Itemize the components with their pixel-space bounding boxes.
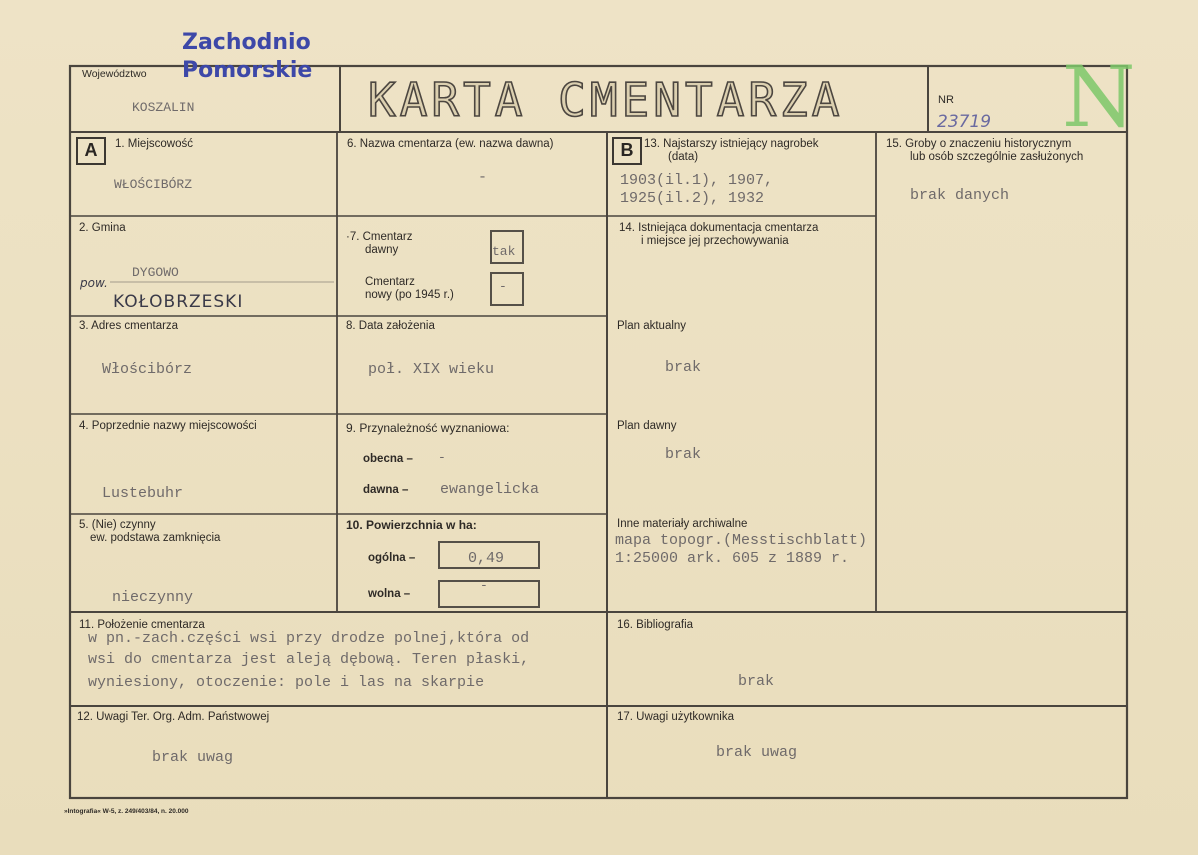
field-3-label: 3. Adres cmentarza bbox=[79, 320, 179, 332]
field-1-label: 1. Miejscowość bbox=[115, 138, 193, 150]
field-4-label: 4. Poprzednie nazwy miejscowości bbox=[79, 420, 257, 432]
field-15-sublabel: lub osób szczególnie zasłużonych bbox=[910, 151, 1084, 163]
field-13-label: 13. Najstarszy istniejący nagrobek bbox=[644, 138, 819, 150]
page-title: KARTA CMENTARZA bbox=[368, 73, 844, 127]
field-6-label: 6. Nazwa cmentarza (ew. nazwa dawna) bbox=[347, 138, 554, 150]
field-7-nowy-box bbox=[490, 272, 524, 306]
field-10-wolna-label: wolna – bbox=[368, 588, 411, 600]
field-2-label: 2. Gmina bbox=[79, 222, 126, 234]
field-7-nowy-value: - bbox=[499, 279, 507, 294]
field-11-line-1: w pn.-zach.części wsi przy drodze polnej,która od bbox=[88, 630, 530, 647]
field-4-value: Lustebuhr bbox=[102, 485, 184, 502]
field-16-value: brak bbox=[738, 673, 775, 690]
field-10-ogolna-value: 0,49 bbox=[468, 550, 505, 567]
field-11-line-2: wsi do cmentarza jest aleją dębową. Teren płaski, bbox=[88, 651, 530, 668]
field-11-line-3: wyniesiony, otoczenie: pole i las na skarpie bbox=[88, 674, 485, 691]
stamp-zachodnio: Zachodnio bbox=[182, 30, 311, 55]
stamp-pomorskie: Pomorskie bbox=[182, 58, 313, 83]
field-12-label: 12. Uwagi Ter. Org. Adm. Państwowej bbox=[77, 711, 270, 723]
nr-value: 23719 bbox=[937, 112, 992, 132]
pow-label: pow. bbox=[80, 276, 108, 290]
plan-dawny-label: Plan dawny bbox=[617, 420, 677, 432]
field-3-value: Włościbórz bbox=[102, 361, 193, 378]
nr-label: NR bbox=[938, 94, 954, 106]
plan-aktualny-value: brak bbox=[665, 359, 702, 376]
field-7-nowy-sublabel: nowy (po 1945 r.) bbox=[365, 289, 454, 301]
pow-value: KOŁOBRZESKI bbox=[113, 292, 244, 312]
field-10-ogolna-label: ogólna – bbox=[368, 552, 416, 564]
field-9-obecna-label: obecna – bbox=[363, 453, 413, 465]
field-14-label: 14. Istniejąca dokumentacja cmentarza bbox=[619, 222, 819, 234]
field-13-line-2: 1925(il.2), 1932 bbox=[620, 190, 765, 207]
green-n-mark: N bbox=[1062, 48, 1136, 146]
inne-materialy-line-1: mapa topogr.(Messtischblatt) bbox=[615, 532, 868, 549]
field-17-label: 17. Uwagi użytkownika bbox=[617, 711, 734, 723]
inne-materialy-line-2: 1:25000 ark. 605 z 1889 r. bbox=[615, 550, 850, 567]
field-8-label: 8. Data założenia bbox=[346, 320, 435, 332]
field-10-wolna-value: - bbox=[480, 578, 488, 593]
wojewodztwo-label: Województwo bbox=[82, 68, 147, 80]
field-5-label: 5. (Nie) czynny bbox=[79, 519, 156, 531]
field-2-value: DYGOWO bbox=[132, 265, 179, 280]
field-9-dawna-label: dawna – bbox=[363, 484, 409, 496]
inne-materialy-label: Inne materiały archiwalne bbox=[617, 518, 748, 530]
field-10-wolna-box bbox=[438, 580, 540, 608]
field-7-label: ·7. Cmentarz bbox=[346, 231, 413, 243]
field-15-label: 15. Groby o znaczeniu historycznym bbox=[886, 138, 1072, 150]
field-7-dawny-label: dawny bbox=[365, 244, 399, 256]
field-5-value: nieczynny bbox=[112, 589, 194, 606]
field-5-sublabel: ew. podstawa zamknięcia bbox=[90, 532, 221, 544]
field-11-label: 11. Położenie cmentarza bbox=[79, 619, 205, 631]
print-info: »Intografia« W-5, z. 249/403/84, n. 20.000 bbox=[64, 808, 189, 815]
field-9-label: 9. Przynależność wyznaniowa: bbox=[346, 421, 510, 435]
field-13-sublabel: (data) bbox=[668, 151, 699, 163]
wojewodztwo-value: KOSZALIN bbox=[132, 100, 195, 115]
field-16-label: 16. Bibliografia bbox=[617, 619, 694, 631]
field-1-value: WŁOŚCIBÓRZ bbox=[114, 177, 193, 192]
field-9-obecna-value: - bbox=[438, 450, 446, 465]
field-7-nowy-label: Cmentarz bbox=[365, 276, 415, 288]
field-15-value: brak danych bbox=[910, 187, 1010, 204]
plan-aktualny-label: Plan aktualny bbox=[617, 320, 687, 332]
plan-dawny-value: brak bbox=[665, 446, 702, 463]
section-b-marker: B bbox=[612, 137, 642, 165]
field-8-value: poł. XIX wieku bbox=[368, 361, 495, 378]
field-14-sublabel: i miejsce jej przechowywania bbox=[641, 235, 789, 247]
field-17-value: brak uwag bbox=[716, 744, 798, 761]
field-7-dawny-value: tak bbox=[492, 244, 516, 259]
field-6-value: - bbox=[478, 169, 488, 186]
field-12-value: brak uwag bbox=[152, 749, 234, 766]
field-10-label: 10. Powierzchnia w ha: bbox=[346, 518, 477, 532]
field-9-dawna-value: ewangelicka bbox=[440, 481, 540, 498]
field-13-line-1: 1903(il.1), 1907, bbox=[620, 172, 774, 189]
section-a-marker: A bbox=[76, 137, 106, 165]
